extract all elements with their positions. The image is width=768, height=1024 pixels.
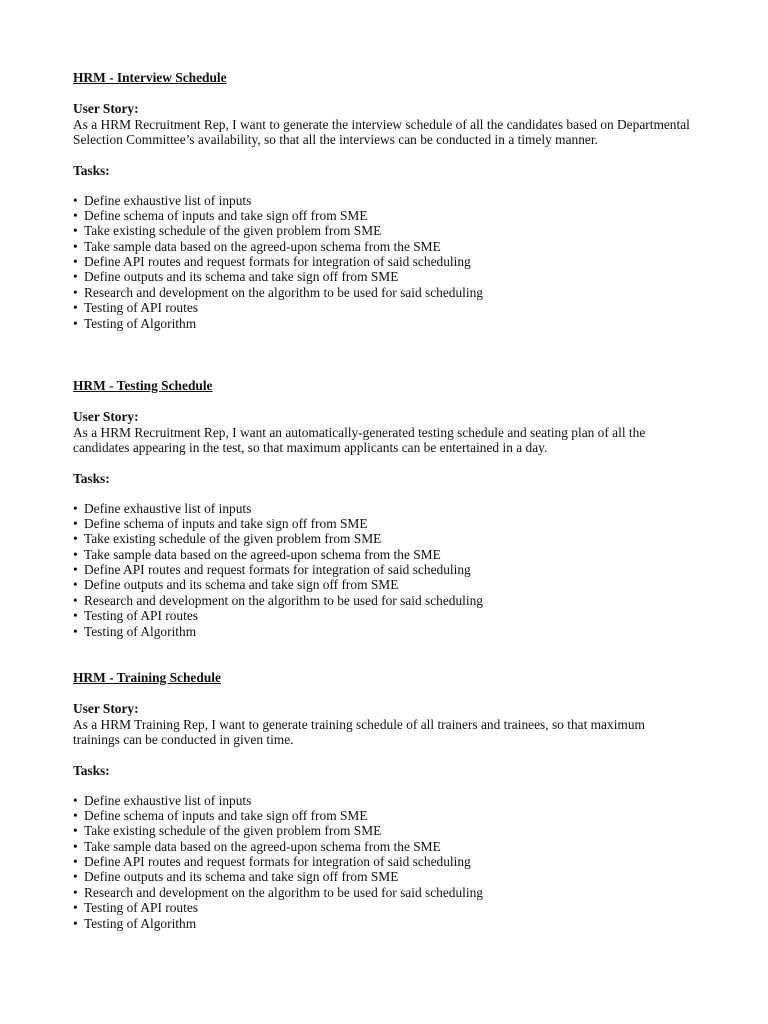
task-text: Take existing schedule of the given problem from SME — [84, 223, 382, 239]
bullet-icon: • — [73, 562, 78, 578]
task-list — [73, 193, 693, 332]
section-interview-schedule — [73, 70, 693, 331]
task-item — [73, 823, 693, 838]
user-story-text: As a HRM Recruitment Rep, I want an automatically-generated testing schedule and seating plan of all the candidates appearing in the test, so that maximum applicants can be entertained in a day. — [73, 424, 646, 455]
task-text: Define outputs and its schema and take sign off from SME — [84, 269, 399, 285]
bullet-icon: • — [73, 854, 78, 870]
task-text: Research and development on the algorithm to be used for said scheduling — [84, 592, 484, 608]
task-list — [73, 501, 693, 640]
task-text: Testing of API routes — [84, 608, 198, 624]
task-item — [73, 808, 693, 823]
task-item — [73, 562, 693, 577]
task-text: Take sample data based on the agreed-upon schema from the SME — [84, 238, 441, 254]
task-item — [73, 547, 693, 562]
task-text: Define schema of inputs and take sign off from SME — [84, 207, 368, 223]
task-item — [73, 516, 693, 531]
bullet-icon: • — [73, 884, 78, 900]
bullet-icon: • — [73, 623, 78, 639]
user-story-text: As a HRM Training Rep, I want to generate training schedule of all trainers and trainees, so that maximum trainings can be conducted in given time. — [73, 716, 645, 747]
task-item — [73, 839, 693, 854]
task-text: Define exhaustive list of inputs — [84, 792, 252, 808]
task-item — [73, 869, 693, 884]
bullet-icon: • — [73, 207, 78, 223]
task-text: Define schema of inputs and take sign off from SME — [84, 515, 368, 531]
task-text: Testing of Algorithm — [84, 315, 197, 331]
user-story-label: User Story: — [73, 101, 139, 116]
task-text: Define API routes and request formats for integration of said scheduling — [84, 854, 471, 870]
bullet-icon: • — [73, 838, 78, 854]
task-item — [73, 285, 693, 300]
bullet-icon: • — [73, 223, 78, 239]
task-text: Define API routes and request formats for integration of said scheduling — [84, 562, 471, 578]
task-text: Define exhaustive list of inputs — [84, 500, 252, 516]
task-text: Define outputs and its schema and take sign off from SME — [84, 577, 399, 593]
section-title: HRM - Training Schedule — [73, 670, 221, 685]
section-testing-schedule — [73, 378, 693, 639]
task-text: Define outputs and its schema and take sign off from SME — [84, 869, 399, 885]
bullet-icon: • — [73, 608, 78, 624]
bullet-icon: • — [73, 315, 78, 331]
task-item — [73, 501, 693, 516]
task-text: Define exhaustive list of inputs — [84, 192, 252, 208]
task-item — [73, 316, 693, 331]
bullet-icon: • — [73, 284, 78, 300]
bullet-icon: • — [73, 238, 78, 254]
task-item — [73, 193, 693, 208]
task-text: Take sample data based on the agreed-upon schema from the SME — [84, 546, 441, 562]
user-story-text: As a HRM Recruitment Rep, I want to generate the interview schedule of all the candidates based on Departmental Selection Committee’s availability, so that all the interviews can be conducted in a timely manner. — [73, 116, 690, 147]
bullet-icon: • — [73, 592, 78, 608]
user-story-label: User Story: — [73, 701, 139, 716]
tasks-label: Tasks: — [73, 763, 110, 778]
task-text: Research and development on the algorithm to be used for said scheduling — [84, 284, 484, 300]
task-text: Define API routes and request formats for integration of said scheduling — [84, 254, 471, 270]
user-story-label: User Story: — [73, 409, 139, 424]
task-item — [73, 239, 693, 254]
bullet-icon: • — [73, 823, 78, 839]
task-text: Take existing schedule of the given problem from SME — [84, 823, 382, 839]
bullet-icon: • — [73, 254, 78, 270]
bullet-icon: • — [73, 500, 78, 516]
bullet-icon: • — [73, 807, 78, 823]
task-item — [73, 577, 693, 592]
task-item — [73, 593, 693, 608]
task-item — [73, 300, 693, 315]
task-list — [73, 793, 693, 932]
bullet-icon: • — [73, 531, 78, 547]
section-title: HRM - Testing Schedule — [73, 378, 213, 393]
task-text: Testing of Algorithm — [84, 915, 197, 931]
task-item — [73, 269, 693, 284]
task-item — [73, 608, 693, 623]
task-text: Take sample data based on the agreed-upon schema from the SME — [84, 838, 441, 854]
task-item — [73, 916, 693, 931]
task-item — [73, 900, 693, 915]
section-title: HRM - Interview Schedule — [73, 70, 227, 85]
task-item — [73, 208, 693, 223]
task-item — [73, 624, 693, 639]
bullet-icon: • — [73, 546, 78, 562]
bullet-icon: • — [73, 192, 78, 208]
task-text: Testing of Algorithm — [84, 623, 197, 639]
tasks-label: Tasks: — [73, 471, 110, 486]
bullet-icon: • — [73, 577, 78, 593]
task-text: Define schema of inputs and take sign off from SME — [84, 807, 368, 823]
task-item — [73, 793, 693, 808]
bullet-icon: • — [73, 915, 78, 931]
bullet-icon: • — [73, 269, 78, 285]
tasks-label: Tasks: — [73, 163, 110, 178]
bullet-icon: • — [73, 792, 78, 808]
section-training-schedule — [73, 670, 693, 931]
task-item — [73, 854, 693, 869]
task-text: Testing of API routes — [84, 300, 198, 316]
task-text: Take existing schedule of the given problem from SME — [84, 531, 382, 547]
task-text: Testing of API routes — [84, 900, 198, 916]
bullet-icon: • — [73, 300, 78, 316]
bullet-icon: • — [73, 900, 78, 916]
task-item — [73, 885, 693, 900]
task-item — [73, 531, 693, 546]
bullet-icon: • — [73, 869, 78, 885]
task-item — [73, 254, 693, 269]
task-item — [73, 223, 693, 238]
bullet-icon: • — [73, 515, 78, 531]
task-text: Research and development on the algorithm to be used for said scheduling — [84, 884, 484, 900]
